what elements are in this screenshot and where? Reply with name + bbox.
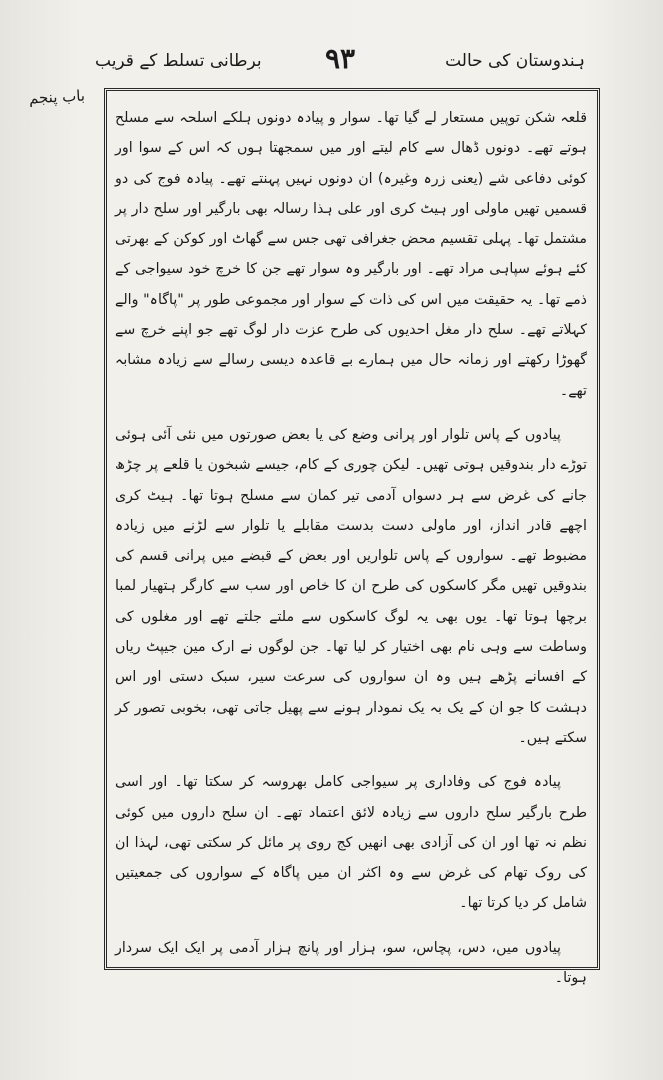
body-text bbox=[115, 103, 587, 987]
paragraph-4: پیادوں میں، دس، پچاس، سو، ہزار اور پانچ ہزار آدمی پر ایک ایک سردار ہوتا۔ bbox=[115, 939, 587, 987]
paragraph-2: پیادوں کے پاس تلوار اور پرانی وضع کی یا بعض صورتوں میں نئی آئی ہوئی توڑے دار بندوقیں ہوتی تھیں۔ لیکن چوری کے کام، جیسے شبخون یا قلعے پر چڑھ جانے کی غرض سے ہر دسواں آدمی تیر کمان سے مسلح ہوتا تھا۔ ہیٹ کری اچھے قادر انداز، اور ماولی دست بدست مقابلے یا تلوار سے لڑنے میں زیادہ مضبوط تھے۔ سواروں کے پاس تلواریں اور بعض کے قبضے میں پرانی قسم کی بندوقیں تھیں مگر کاسکوں کی طرح ان کا خاص اور سب سے کارگر ہتھیار لمبا برچھا ہوتا تھا۔ یوں بھی یہ لوگ کاسکوں سے ملتے جلتے تھے اور مغلوں کی وساطت سے وہی نام بھی اختیار کر لیا تھا۔ جن لوگوں نے ارک مین جیپٹ ریاں کے افسانے پڑھے ہیں وہ ان سواروں کی سرعت سیر، سبک دستی اور اس دہشت کا جو ان کے یک بہ یک نمودار ہونے سے پھیل جاتی تھی، بخوبی تصور کر سکتے ہیں۔ bbox=[115, 426, 587, 746]
running-head bbox=[95, 42, 585, 82]
chapter-title: ہندوستان کی حالت bbox=[445, 51, 585, 71]
paragraph-1: قلعہ شکن توپیں مستعار لے گیا تھا۔ سوار و پیادہ دونوں ہلکے اسلحہ سے مسلح ہوتے تھے۔ دونوں ڈھال سے کام لیتے اور میں سمجھتا ہوں کہ اس کے سوا اور کوئی دفاعی شے (یعنی زرہ وغیرہ) ان دونوں نہیں پہنتے تھے۔ پیادہ فوج کی دو قسمیں تھیں ماولی اور ہیٹ کری اور علی ہذا رسالہ بھی بارگیر اور سلح دار پر مشتمل تھا۔ پہلی تقسیم محض جغرافی تھی جس سے گھاٹ اور کوکن کے بھرتی کئے ہوئے سپاہی مراد تھے۔ اور بارگیر وہ سوار تھے جن کا خرچ خود سیواجی کے ذمے تھا۔ یہ حقیقت میں اس کی ذات کے سوار اور مجموعی طور پر "پاگاہ" والے کہلاتے تھے۔ سلح دار مغل احدیوں کی طرح عزت دار لوگ تھے جو اپنے خرچ سے گھوڑا رکھتے اور زمانہ حال میں ہمارے بے قاعدہ دیسی رسالے سے زیادہ مشابہ تھے۔ bbox=[115, 110, 587, 399]
paragraph-3: پیادہ فوج کی وفاداری پر سیواجی کامل بھروسہ کر سکتا تھا۔ اور اسی طرح بارگیر سلح داروں سے زیادہ لائق اعتماد تھے۔ ان سلح داروں میں کوئی نظم نہ تھا اور ان کی آزادی بھی انھیں کج روی پر مائل کر سکتی تھی، لہذا ان کی روک تھام کی غرض سے وہ اکثر ان میں پاگاہ کے سواروں کی جمعیتیں شامل کر دیا کرتا تھا۔ bbox=[115, 774, 587, 912]
text-frame bbox=[104, 88, 600, 987]
margin-annotation: باب پنجم bbox=[28, 86, 86, 108]
section-title: برطانی تسلط کے قریب bbox=[95, 51, 262, 71]
page-number: ۹۳ bbox=[324, 42, 356, 75]
